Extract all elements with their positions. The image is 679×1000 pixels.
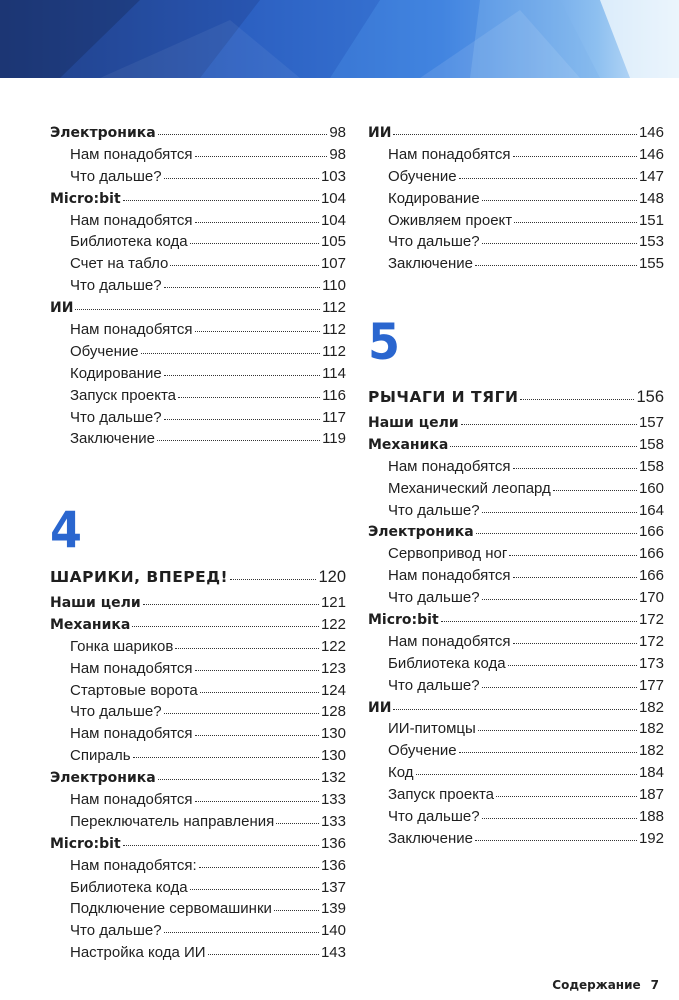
dot-leader (478, 729, 637, 731)
toc-entry-page: 172 (638, 632, 664, 650)
toc-entry-page: 105 (320, 233, 346, 251)
toc-entry-page: 112 (322, 321, 346, 339)
dot-leader (274, 909, 319, 911)
dot-leader (475, 264, 637, 266)
dot-leader (482, 199, 637, 201)
toc-entry-title: ШАРИКИ, ВПЕРЕД! (50, 568, 229, 586)
toc-subsection-entry[interactable] (368, 675, 664, 697)
toc-entry-title: Электроника (368, 524, 474, 541)
toc-entry-title: Что дальше? (70, 167, 162, 185)
dot-leader (164, 374, 320, 376)
toc-entry-page: 158 (638, 457, 664, 475)
toc-subsection-entry[interactable] (50, 745, 346, 767)
dot-leader (441, 620, 637, 622)
toc-entry-title: Что дальше? (388, 676, 480, 694)
toc-entry-title: Что дальше? (70, 277, 162, 295)
dot-leader (508, 664, 637, 666)
toc-entry-page: 182 (638, 720, 664, 738)
dot-leader (190, 242, 319, 244)
dot-leader (164, 931, 319, 933)
toc-entry-page: 107 (320, 255, 346, 273)
toc-entry-title: Электроника (50, 770, 156, 787)
toc-subsection-entry[interactable] (50, 723, 346, 745)
dot-leader (133, 756, 319, 758)
toc-subsection-entry[interactable] (368, 762, 664, 784)
toc-subsection-entry[interactable] (50, 363, 346, 385)
toc-subsection-entry[interactable] (368, 144, 664, 166)
dot-leader (75, 308, 320, 310)
toc-section-entry[interactable] (368, 122, 664, 144)
toc-entry-title: Заключение (388, 255, 473, 273)
toc-subsection-entry[interactable] (368, 478, 664, 500)
toc-entry-title: ИИ-питомцы (388, 720, 476, 738)
toc-entry-page: 117 (322, 408, 346, 426)
toc-subsection-entry[interactable] (368, 784, 664, 806)
dot-leader (476, 532, 637, 534)
dot-leader (178, 396, 320, 398)
toc-entry-title: Сервопривод ног (388, 545, 508, 563)
toc-entry-title: Что дальше? (388, 808, 480, 826)
toc-subsection-entry[interactable] (50, 275, 346, 297)
toc-subsection-entry[interactable] (50, 166, 346, 188)
toc-entry-title: Нам понадобятся (388, 145, 511, 163)
toc-entry-title: Запуск проекта (388, 786, 495, 804)
dot-leader (393, 708, 637, 710)
toc-entry-title: Обучение (70, 342, 139, 360)
toc-section-entry[interactable] (50, 592, 346, 614)
toc-entry-page: 137 (320, 878, 346, 896)
toc-subsection-entry[interactable] (368, 631, 664, 653)
toc-subsection-entry[interactable] (368, 740, 664, 762)
toc-entry-title: Спираль (70, 747, 131, 765)
toc-entry-page: 133 (320, 812, 346, 830)
toc-entry-page: 143 (320, 944, 346, 962)
toc-entry-page: 116 (322, 386, 346, 404)
toc-entry-page: 130 (320, 725, 346, 743)
toc-entry-title: Нам понадобятся (70, 791, 193, 809)
toc-right-top (368, 122, 664, 275)
dot-leader (459, 177, 637, 179)
toc-entry-title: ИИ (368, 125, 392, 141)
toc-entry-title: Библиотека кода (70, 878, 188, 896)
toc-entry-page: 112 (322, 342, 346, 360)
toc-entry-page: 164 (638, 501, 664, 519)
toc-entry-page: 177 (638, 676, 664, 694)
dot-leader (482, 242, 637, 244)
toc-subsection-entry[interactable] (368, 188, 664, 210)
dot-leader (416, 773, 637, 775)
toc-entry-title: Заключение (70, 430, 155, 448)
toc-subsection-entry[interactable] (50, 385, 346, 407)
toc-section-entry[interactable] (50, 614, 346, 636)
toc-entry-title: Нам понадобятся (70, 659, 193, 677)
dot-leader (190, 888, 319, 890)
toc-section-entry[interactable] (368, 697, 664, 719)
dot-leader (157, 439, 320, 441)
page-footer (552, 978, 659, 992)
dot-leader (123, 199, 319, 201)
toc-entry-page: 192 (638, 829, 664, 847)
toc-subsection-entry[interactable] (50, 877, 346, 899)
dot-leader (513, 467, 637, 469)
chapter-5-number: 5 (368, 313, 401, 371)
toc-subsection-entry[interactable] (50, 407, 346, 429)
toc-entry-page: 130 (320, 747, 346, 765)
toc-entry-page: 157 (638, 414, 664, 431)
dot-leader (482, 686, 637, 688)
toc-entry-page: 147 (638, 167, 664, 185)
toc-entry-title: РЫЧАГИ И ТЯГИ (368, 388, 519, 406)
toc-entry-title: Переключатель направления (70, 812, 275, 830)
toc-subsection-entry[interactable] (368, 500, 664, 522)
toc-entry-title: Наши цели (50, 595, 141, 611)
toc-entry-title: Библиотека кода (70, 233, 188, 251)
dot-leader (195, 221, 319, 223)
dot-leader (513, 576, 637, 578)
toc-entry-page: 132 (320, 769, 346, 787)
dot-leader (513, 155, 637, 157)
dot-leader (459, 751, 637, 753)
dot-leader (195, 800, 319, 802)
toc-subsection-entry[interactable] (50, 701, 346, 723)
toc-subsection-entry[interactable] (50, 428, 346, 450)
chapter-5-number-wrap (368, 312, 664, 372)
dot-leader (132, 625, 319, 627)
dot-leader (230, 578, 316, 580)
toc-entry-title: Micro:bit (50, 835, 121, 852)
toc-entry-title: Настройка кода ИИ (70, 944, 206, 962)
toc-entry-title: Что дальше? (388, 233, 480, 251)
toc-entry-title: Счет на табло (70, 255, 169, 273)
footer-section: Содержание (552, 978, 641, 992)
dot-leader (200, 691, 319, 693)
toc-entry-title: Micro:bit (368, 612, 439, 629)
toc-subsection-entry[interactable] (368, 253, 664, 275)
toc-entry-title: Механический леопард (388, 479, 551, 497)
toc-subsection-entry[interactable] (50, 855, 346, 877)
toc-subsection-entry[interactable] (368, 210, 664, 232)
toc-entry-page: 148 (638, 189, 664, 207)
dot-leader (475, 839, 637, 841)
dot-leader (496, 795, 637, 797)
dot-leader (461, 423, 637, 425)
toc-subsection-entry[interactable] (50, 898, 346, 920)
dot-leader (450, 445, 637, 447)
toc-subsection-entry[interactable] (368, 456, 664, 478)
toc-subsection-entry[interactable] (50, 319, 346, 341)
toc-entry-title: Нам понадобятся (70, 211, 193, 229)
toc-subsection-entry[interactable] (368, 806, 664, 828)
toc-entry-page: 136 (320, 856, 346, 874)
dot-leader (513, 642, 637, 644)
toc-subsection-entry[interactable] (368, 828, 664, 850)
chapter-title-entry[interactable] (50, 562, 346, 592)
toc-subsection-entry[interactable] (50, 789, 346, 811)
dot-leader (520, 398, 634, 400)
toc-subsection-entry[interactable] (368, 166, 664, 188)
toc-section-entry[interactable] (368, 434, 664, 456)
toc-entry-page: 173 (638, 654, 664, 672)
chapter-title-entry[interactable] (368, 382, 664, 412)
banner-pattern (0, 0, 679, 78)
toc-entry-title: ИИ (50, 300, 74, 317)
toc-section-entry[interactable] (50, 122, 346, 144)
toc-entry-page: 146 (638, 124, 664, 141)
toc-entry-page: 128 (320, 703, 346, 721)
toc-entry-page: 172 (638, 611, 664, 629)
toc-subsection-entry[interactable] (50, 144, 346, 166)
toc-entry-title: Что дальше? (70, 408, 162, 426)
toc-subsection-entry[interactable] (50, 253, 346, 275)
toc-subsection-entry[interactable] (50, 658, 346, 680)
toc-entry-title: Нам понадобятся (70, 321, 193, 339)
toc-section-entry[interactable] (50, 833, 346, 855)
toc-entry-page: 122 (320, 637, 346, 655)
toc-section-entry[interactable] (50, 188, 346, 210)
toc-entry-title: Оживляем проект (388, 211, 513, 229)
toc-entry-page: 146 (638, 145, 664, 163)
dot-leader (482, 598, 637, 600)
toc-entry-page: 140 (320, 922, 346, 940)
toc-entry-title: Код (388, 764, 414, 782)
toc-entry-page: 122 (320, 615, 346, 633)
toc-entry-page: 151 (638, 211, 664, 229)
toc-entry-title: Что дальше? (388, 589, 480, 607)
toc-entry-title: Нам понадобятся (70, 145, 193, 163)
toc-entry-page: 153 (638, 233, 664, 251)
toc-entry-title: Наши цели (368, 415, 459, 431)
toc-entry-title: Запуск проекта (70, 386, 177, 404)
toc-subsection-entry[interactable] (368, 231, 664, 253)
dot-leader (195, 330, 321, 332)
toc-subsection-entry[interactable] (368, 718, 664, 740)
toc-entry-page: 136 (320, 834, 346, 852)
toc-entry-title: Нам понадобятся (70, 725, 193, 743)
toc-entry-title: Что дальше? (70, 703, 162, 721)
toc-entry-title: Нам понадобятся (388, 457, 511, 475)
dot-leader (164, 418, 320, 420)
toc-entry-page: 120 (318, 568, 346, 586)
toc-entry-page: 156 (636, 388, 664, 406)
toc-entry-page: 110 (322, 277, 346, 295)
toc-entry-title: Что дальше? (388, 501, 480, 519)
toc-entry-page: 187 (638, 786, 664, 804)
dot-leader (509, 554, 637, 556)
dot-leader (276, 822, 319, 824)
toc-entry-page: 155 (638, 255, 664, 273)
toc-entry-title: Механика (50, 616, 131, 633)
dot-leader (123, 844, 319, 846)
toc-left-top (50, 122, 346, 450)
dot-leader (482, 511, 637, 513)
toc-subsection-entry[interactable] (368, 587, 664, 609)
toc-entry-title: Кодирование (70, 364, 162, 382)
toc-entry-page: 104 (320, 189, 346, 207)
toc-entry-page: 112 (322, 299, 346, 317)
dot-leader (175, 647, 319, 649)
toc-section-entry[interactable] (368, 412, 664, 434)
toc-entry-page: 182 (638, 742, 664, 760)
toc-entry-title: Гонка шариков (70, 637, 174, 655)
toc-entry-title: Кодирование (388, 189, 480, 207)
toc-subsection-entry[interactable] (50, 680, 346, 702)
dot-leader (199, 866, 319, 868)
dot-leader (195, 155, 328, 157)
toc-section-entry[interactable] (368, 609, 664, 631)
dot-leader (143, 603, 319, 605)
footer-page-number: 7 (650, 978, 659, 992)
toc-entry-page: 114 (322, 364, 346, 382)
toc-entry-page: 121 (320, 594, 346, 611)
toc-entry-page: 188 (638, 808, 664, 826)
toc-entry-title: Подключение сервомашинки (70, 900, 272, 918)
toc-entry-page: 166 (638, 567, 664, 585)
toc-entry-page: 133 (320, 791, 346, 809)
toc-section-entry[interactable] (50, 297, 346, 319)
toc-entry-page: 160 (638, 479, 664, 497)
toc-subsection-entry[interactable] (50, 920, 346, 942)
toc-subsection-entry[interactable] (50, 811, 346, 833)
toc-entry-page: 184 (638, 764, 664, 782)
toc-entry-page: 139 (320, 900, 346, 918)
toc-entry-page: 182 (638, 698, 664, 716)
toc-entry-title: Стартовые ворота (70, 681, 198, 699)
dot-leader (553, 489, 637, 491)
toc-left-chapter (50, 562, 346, 964)
toc-entry-page: 103 (320, 167, 346, 185)
toc-subsection-entry[interactable] (368, 543, 664, 565)
toc-entry-title: Micro:bit (50, 190, 121, 207)
toc-subsection-entry[interactable] (368, 653, 664, 675)
toc-entry-page: 123 (320, 659, 346, 677)
dot-leader (393, 133, 637, 135)
toc-entry-title: Обучение (388, 167, 457, 185)
toc-subsection-entry[interactable] (50, 341, 346, 363)
dot-leader (514, 221, 637, 223)
toc-entry-page: 170 (638, 589, 664, 607)
dot-leader (170, 264, 319, 266)
toc-entry-title: ИИ (368, 699, 392, 716)
dot-leader (195, 669, 319, 671)
toc-entry-title: Электроника (50, 125, 156, 141)
toc-right-chapter (368, 382, 664, 850)
toc-subsection-entry[interactable] (50, 231, 346, 253)
chapter-4-number: 4 (50, 501, 83, 559)
header-banner (0, 0, 679, 78)
dot-leader (141, 352, 320, 354)
toc-entry-title: Механика (368, 436, 449, 453)
dot-leader (164, 712, 319, 714)
toc-entry-page: 158 (638, 435, 664, 453)
dot-leader (164, 177, 319, 179)
toc-entry-page: 124 (320, 681, 346, 699)
chapter-4-number-wrap (50, 500, 346, 560)
dot-leader (482, 817, 637, 819)
toc-subsection-entry[interactable] (368, 565, 664, 587)
toc-subsection-entry[interactable] (50, 210, 346, 232)
toc-entry-title: Нам понадобятся (388, 567, 511, 585)
toc-entry-page: 98 (329, 145, 346, 163)
toc-subsection-entry[interactable] (50, 942, 346, 964)
dot-leader (164, 286, 320, 288)
dot-leader (208, 953, 319, 955)
toc-entry-page: 119 (322, 430, 346, 448)
toc-entry-page: 166 (638, 545, 664, 563)
toc-section-entry[interactable] (50, 767, 346, 789)
toc-entry-title: Заключение (388, 829, 473, 847)
toc-entry-title: Нам понадобятся (388, 632, 511, 650)
dot-leader (158, 133, 328, 135)
toc-entry-title: Нам понадобятся: (70, 856, 197, 874)
toc-entry-page: 104 (320, 211, 346, 229)
toc-subsection-entry[interactable] (50, 636, 346, 658)
toc-entry-page: 166 (638, 523, 664, 541)
dot-leader (195, 734, 319, 736)
toc-entry-title: Обучение (388, 742, 457, 760)
toc-section-entry[interactable] (368, 521, 664, 543)
toc-entry-title: Что дальше? (70, 922, 162, 940)
toc-entry-title: Библиотека кода (388, 654, 506, 672)
toc-entry-page: 98 (329, 124, 346, 141)
dot-leader (158, 778, 319, 780)
